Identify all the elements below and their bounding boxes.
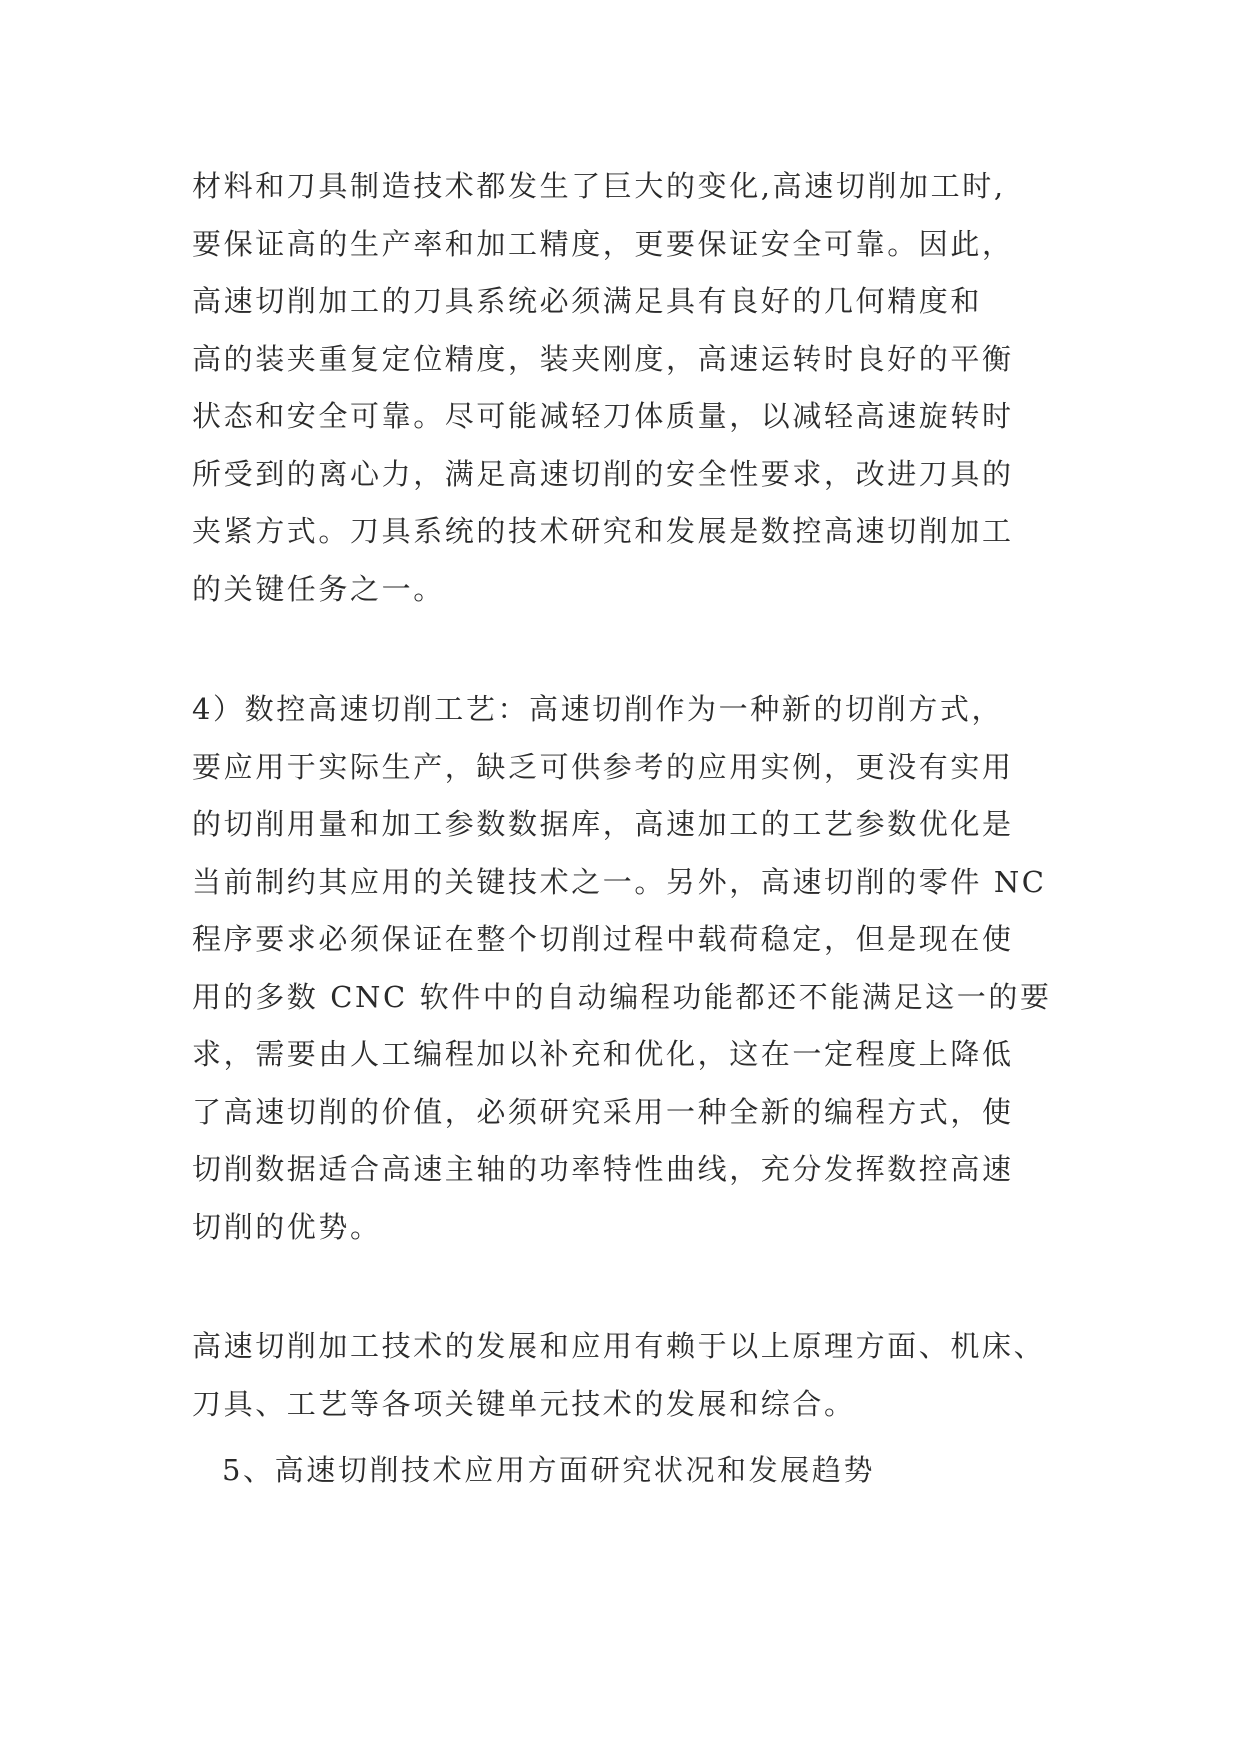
text-line: 切削数据适合高速主轴的功率特性曲线，充分发挥数控高速 — [192, 1152, 1014, 1186]
text-line: 刀具、工艺等各项关键单元技术的发展和综合。 — [192, 1386, 856, 1421]
text-line: 求，需要由人工编程加以补充和优化，这在一定程度上降低 — [192, 1037, 1014, 1071]
text-line: 程序要求必须保证在整个切削过程中载荷稳定，但是现在使 — [192, 922, 1014, 956]
text-line: 材料和刀具制造技术都发生了巨大的变化,高速切削加工时, — [192, 169, 1006, 203]
section-heading — [222, 1442, 1102, 1500]
paragraph-summary — [192, 1318, 1072, 1433]
text-line: 高速切削加工技术的发展和应用有赖于以上原理方面、机床、 — [192, 1329, 1046, 1363]
text-line: 夹紧方式。刀具系统的技术研究和发展是数控高速切削加工 — [192, 514, 1014, 548]
text-line: 了高速切削的价值，必须研究采用一种全新的编程方式，使 — [192, 1094, 1014, 1129]
text-line: 状态和安全可靠。尽可能减轻刀体质量，以减轻高速旋转时 — [192, 399, 1014, 433]
text-line: 的切削用量和加工参数数据库，高速加工的工艺参数优化是 — [192, 807, 1014, 841]
text-line: 4）数控高速切削工艺：高速切削作为一种新的切削方式， — [192, 692, 1004, 726]
text-line: 切削的优势。 — [192, 1209, 382, 1244]
text-line: 要应用于实际生产，缺乏可供参考的应用实例，更没有实用 — [192, 749, 1014, 784]
text-line: 用的多数 CNC 软件中的自动编程功能都还不能满足这一的要 — [192, 979, 1052, 1014]
text-line: 当前制约其应用的关键技术之一。另外，高速切削的零件 NC — [192, 864, 1047, 899]
paragraph-tool-system — [192, 158, 1072, 618]
text-line: 的关键任务之一。 — [192, 571, 445, 606]
text-line: 所受到的离心力，满足高速切削的安全性要求，改进刀具的 — [192, 456, 1014, 491]
text-line: 要保证高的生产率和加工精度，更要保证安全可靠。因此， — [192, 226, 1014, 261]
text-line: 高的装夹重复定位精度，装夹刚度，高速运转时良好的平衡 — [192, 341, 1014, 376]
paragraph-cnc-process — [192, 681, 1072, 1256]
section-heading-text: 5、高速切削技术应用方面研究状况和发展趋势 — [222, 1453, 876, 1487]
text-line: 高速切削加工的刀具系统必须满足具有良好的几何精度和 — [192, 284, 983, 318]
